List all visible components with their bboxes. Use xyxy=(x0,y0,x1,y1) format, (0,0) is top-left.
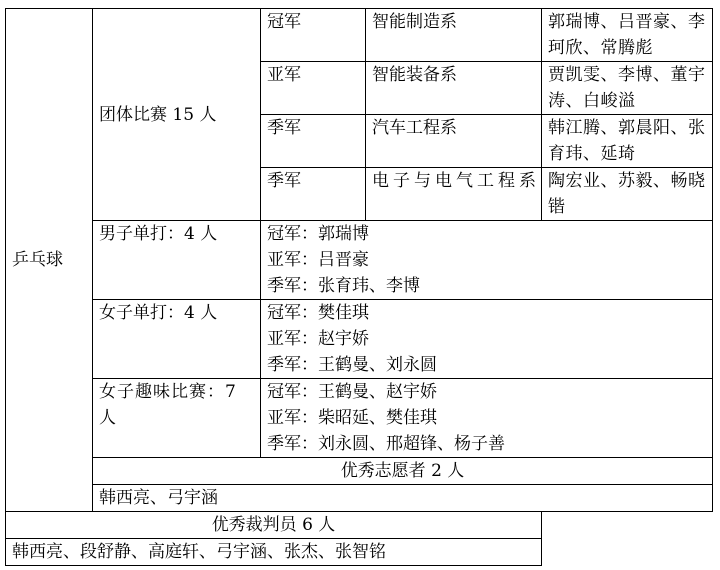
result-line: 季军：王鹤曼、刘永圆 xyxy=(267,355,437,375)
womens-fun-title: 女子趣味比赛：7 人 xyxy=(93,379,261,458)
team-rank: 冠军 xyxy=(261,9,366,62)
team-rank: 季军 xyxy=(261,115,366,168)
referees-header: 优秀裁判员 6 人 xyxy=(6,512,542,539)
result-line: 亚军：柴昭延、樊佳琪 xyxy=(267,408,437,428)
sport-cell: 乒乓球 xyxy=(6,9,93,512)
womens-singles-title: 女子单打：4 人 xyxy=(93,300,261,379)
team-members: 韩江腾、郭晨阳、张育玮、延琦 xyxy=(542,115,713,168)
result-line: 季军：刘永圆、邢超锋、杨子善 xyxy=(267,434,505,454)
womens-singles-results xyxy=(261,300,713,379)
team-members: 郭瑞博、吕晋豪、李珂欣、常腾彪 xyxy=(542,9,713,62)
result-line: 冠军：王鹤曼、赵宇娇 xyxy=(267,382,437,402)
result-line: 冠军：樊佳琪 xyxy=(267,303,369,323)
award-table xyxy=(5,8,713,566)
referees-names: 韩西亮、段舒静、高庭轩、弓宇涵、张杰、张智铭 xyxy=(6,539,542,566)
team-dept: 电子与电气工程系 xyxy=(366,168,542,221)
result-line: 季军：张育玮、李博 xyxy=(267,276,420,296)
mens-singles-results xyxy=(261,221,713,300)
team-dept: 汽车工程系 xyxy=(366,115,542,168)
mens-singles-title: 男子单打：4 人 xyxy=(93,221,261,300)
volunteers-header: 优秀志愿者 2 人 xyxy=(93,458,713,485)
team-rank: 亚军 xyxy=(261,62,366,115)
volunteers-names: 韩西亮、弓宇涵 xyxy=(93,485,713,512)
result-line: 亚军：赵宇娇 xyxy=(267,329,369,349)
result-line: 亚军：吕晋豪 xyxy=(267,250,369,270)
team-members: 陶宏业、苏毅、畅晓锴 xyxy=(542,168,713,221)
team-dept: 智能制造系 xyxy=(366,9,542,62)
result-line: 冠军：郭瑞博 xyxy=(267,224,369,244)
team-members: 贾凯雯、李博、董宇涛、白峻溢 xyxy=(542,62,713,115)
team-title: 团体比赛 15 人 xyxy=(93,9,261,221)
team-rank: 季军 xyxy=(261,168,366,221)
team-dept: 智能装备系 xyxy=(366,62,542,115)
womens-fun-results xyxy=(261,379,713,458)
